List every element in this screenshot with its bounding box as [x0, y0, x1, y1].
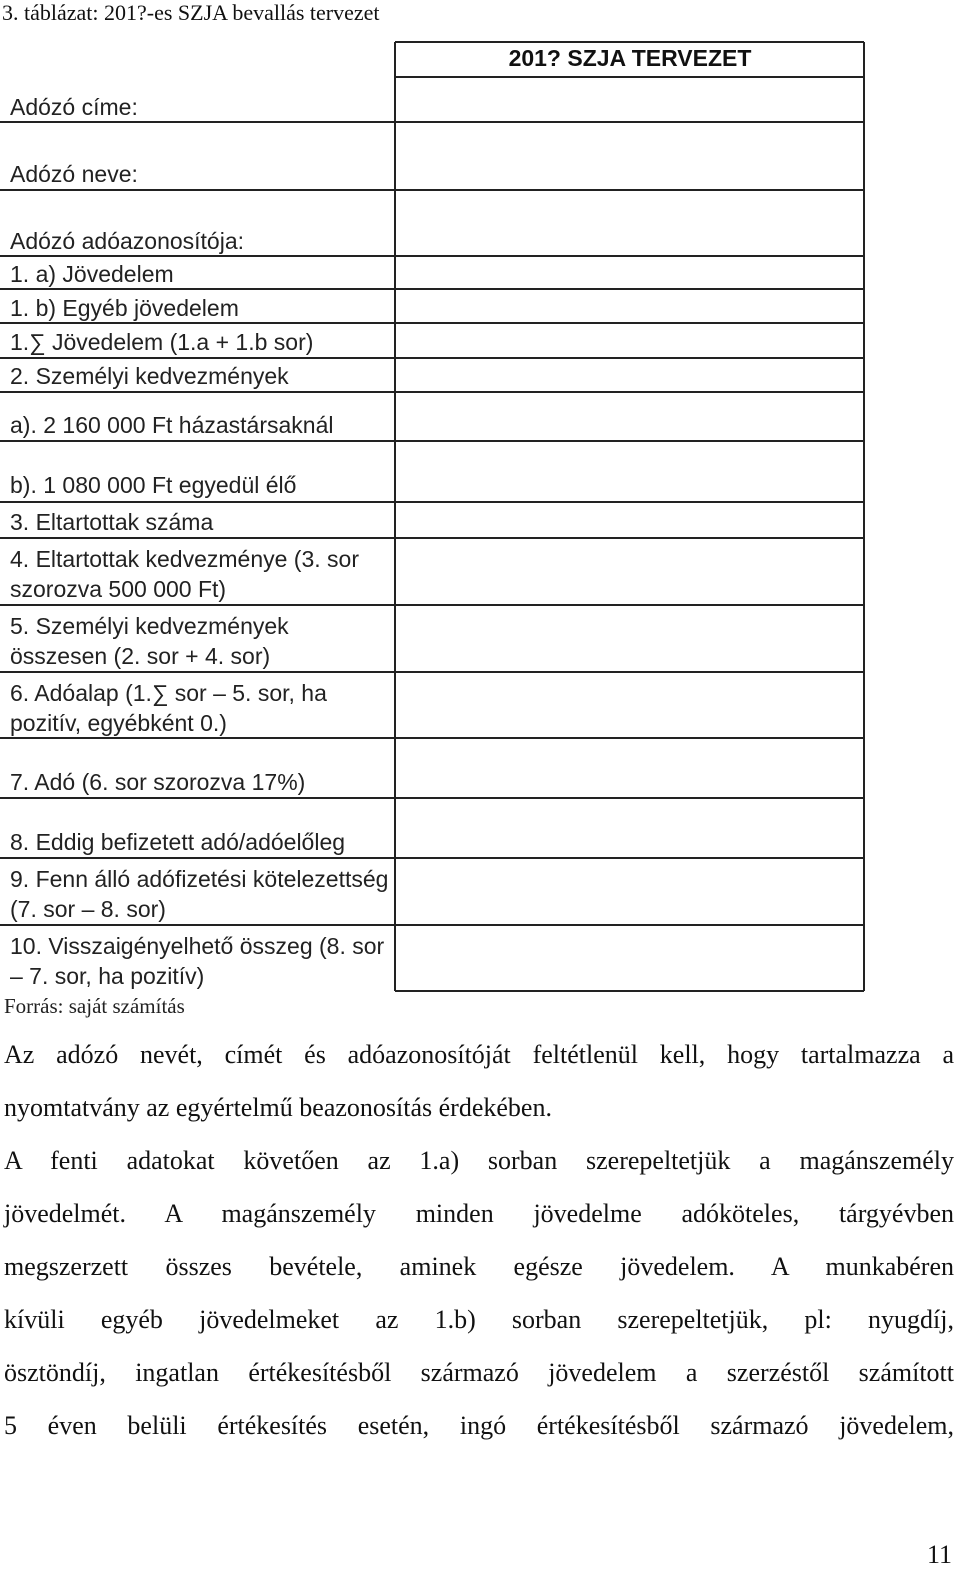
row-tax-base: 6. Adóalap (1.∑ sor – 5. sor, ha pozitív, egyébként 0.): [10, 680, 327, 736]
row-personal-allowances: 2. Személyi kedvezmények: [10, 363, 289, 389]
row-paid-advance: 8. Eddig befizetett adó/adóelőleg: [10, 829, 346, 855]
row-refundable: 10. Visszaigényelhető összeg (8. sor – 7. sor, ha pozitív): [10, 933, 385, 989]
table-caption: 3. táblázat: 201?-es SZJA bevallás tervezet: [2, 0, 380, 25]
row-allowances-total: 5. Személyi kedvezmények összesen (2. sor + 4. sor): [10, 613, 289, 669]
paragraph-2-line-4: kívüli egyéb jövedelmeket az 1.b) sorban szerepeltetjük, pl: nyugdíj,: [4, 1305, 954, 1334]
paragraph-2-line-5: ösztöndíj, ingatlan értékesítésből származó jövedelem a szerzéstől számított: [4, 1358, 954, 1387]
paragraph-2-line-3: megszerzett összes bevétele, aminek egésze jövedelem. A munkabéren: [4, 1252, 954, 1281]
row-other-income: 1. b) Egyéb jövedelem: [10, 295, 239, 321]
row-dependents-count: 3. Eltartottak száma: [10, 509, 214, 535]
paragraph-2-line-1: A fenti adatokat követően az 1.a) sorban szerepeltetjük a magánszemély: [4, 1146, 954, 1175]
row-taxpayer-name: Adózó neve:: [10, 161, 138, 187]
paragraph-1-line-2: nyomtatvány az egyértelmű beazonosítás érdekében.: [4, 1093, 552, 1122]
row-income-total: 1.∑ Jövedelem (1.a + 1.b sor): [10, 329, 314, 355]
row-income: 1. a) Jövedelem: [10, 261, 174, 287]
row-allowance-married: a). 2 160 000 Ft házastársaknál: [10, 412, 334, 438]
row-taxpayer-address: Adózó címe:: [10, 94, 138, 120]
page-number: 11: [926, 1540, 952, 1569]
row-payable: 9. Fenn álló adófizetési kötelezettség (7. sor – 8. sor): [10, 866, 389, 922]
row-tax: 7. Adó (6. sor szorozva 17%): [10, 769, 306, 795]
row-allowance-single: b). 1 080 000 Ft egyedül élő: [10, 472, 297, 498]
row-dependents-allowance: 4. Eltartottak kedvezménye (3. sor szorozva 500 000 Ft): [10, 546, 359, 602]
paragraph-2-line-6: 5 éven belüli értékesítés esetén, ingó értékesítésből származó jövedelem,: [4, 1411, 954, 1440]
paragraph-2-line-2: jövedelmét. A magánszemély minden jövedelme adóköteles, tárgyévben: [4, 1199, 954, 1228]
table-source-note: Forrás: saját számítás: [4, 994, 185, 1018]
paragraph-1-line-1: Az adózó nevét, címét és adóazonosítóját feltétlenül kell, hogy tartalmazza a: [4, 1040, 954, 1069]
row-tax-id: Adózó adóazonosítója:: [10, 228, 245, 254]
table-header: 201? SZJA TERVEZET: [508, 45, 752, 71]
